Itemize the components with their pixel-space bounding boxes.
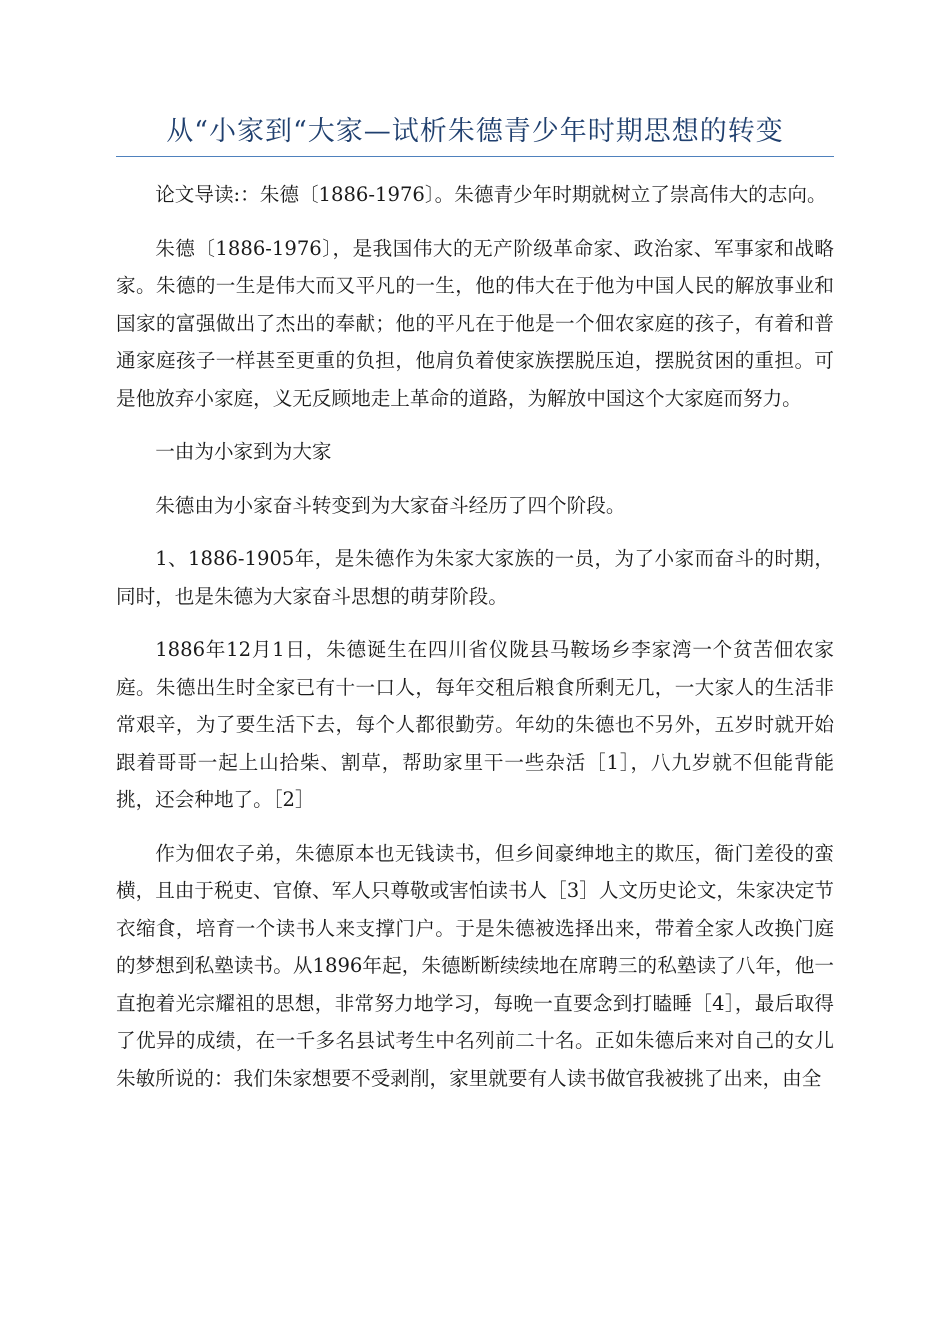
paragraph-intro: 朱德〔1886-1976〕，是我国伟大的无产阶级革命家、政治家、军事家和战略家。朱德的一生是伟大而又平凡的一生，他的伟大在于他为中国人民的解放事业和国家的富强做出了杰出的奉献；他的平凡在于他是一个佃农家庭的孩子，有着和普通家庭孩子一样甚至更重的负担，他肩负着使家族摆脱压迫，摆脱贫困的重担。可是他放弃小家庭，义无反顾地走上革命的道路，为解放中国这个大家庭而努力。 [116,236,834,410]
paragraph: 1、1886-1905年，是朱德作为朱家大家族的一员，为了小家而奋斗的时期，同时，也是朱德为大家奋斗思想的萌芽阶段。 [116,547,834,608]
paragraph: 1886年12月1日，朱德诞生在四川省仪陇县马鞍场乡李家湾一个贫苦佃农家庭。朱德出生时全家已有十一口人，每年交租后粮食所剩无几，一大家人的生活非常艰辛，为了要生活下去，每个人都很勤劳。年幼的朱德也不另外，五岁时就开始跟着哥哥一起上山拾柴、割草，帮助家里干一些杂活［1］，八九岁就不但能背能挑，还会种地了。［2］ [116,638,834,811]
document-body [116,176,834,1113]
paragraph: 作为佃农子弟，朱德原本也无钱读书，但乡间豪绅地主的欺压，衙门差役的蛮横，且由于税吏、官僚、军人只尊敬或害怕读书人［3］人文历史论文，朱家决定节衣缩食，培育一个读书人来支撑门户。于是朱德被选择出来，带着全家人改换门庭的梦想到私塾读书。从1896年起，朱德断断续续地在席聘三的私塾读了八年，他一直抱着光宗耀祖的思想，非常努力地学习，每晚一直要念到打瞌睡［4］，最后取得了优异的成绩，在一千多名县试考生中名列前二十名。正如朱德后来对自己的女儿朱敏所说的：我们朱家想要不受剥削，家里就要有人读书做官我被挑了出来，由全 [116,841,834,1090]
paragraph: 朱德由为小家奋斗转变到为大家奋斗经历了四个阶段。 [155,493,626,517]
paragraph-abstract: 论文导读:：朱德〔1886-1976〕。朱德青少年时期就树立了崇高伟大的志向。 [155,183,827,206]
title-underline [116,156,834,157]
page-title: 从“小家到“大家—试析朱德青少年时期思想的转变 [166,116,784,147]
section-heading: 一由为小家到为大家 [155,440,332,463]
